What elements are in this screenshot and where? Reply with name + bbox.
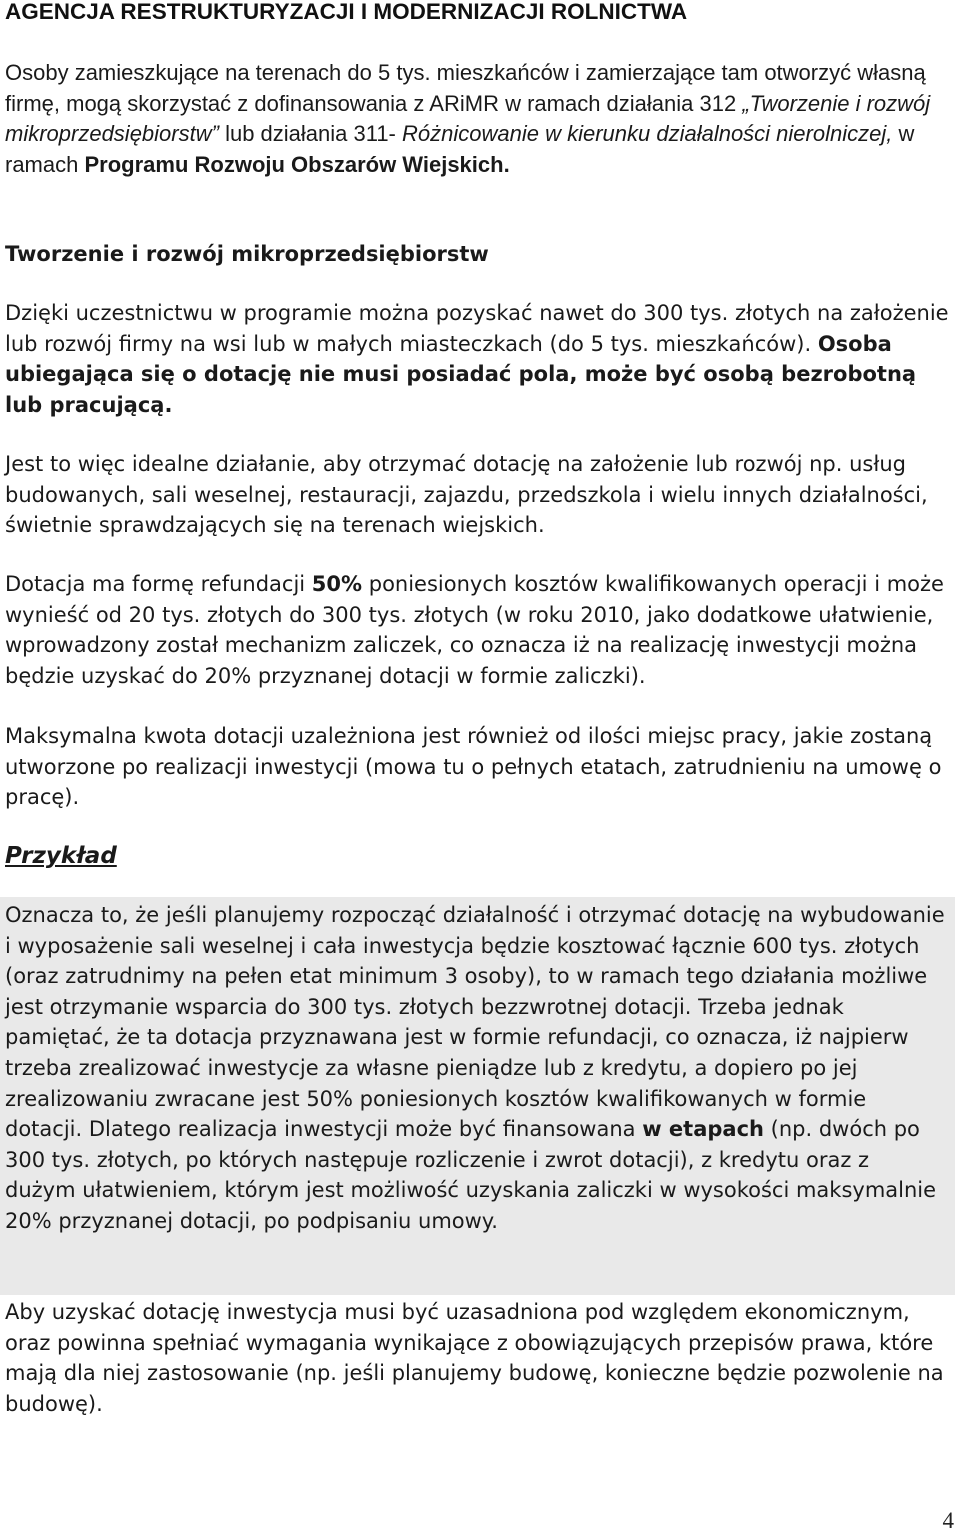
intro-italic-measure-311: Różnicowanie w kierunku działalności nierolniczej,: [402, 121, 893, 146]
intro-text-1: Osoby zamieszkujące na terenach do 5 tys. mieszkańców i zamierzające tam otworzyć własną firmę, mogą skorzystać z dofinansowania z ARiMR w ramach działania 312: [5, 60, 926, 116]
intro-paragraph: [5, 58, 955, 180]
funding-paragraph: [5, 298, 955, 420]
page-number: 4: [942, 1508, 954, 1533]
max-amount-paragraph: Maksymalna kwota dotacji uzależniona jest również od ilości miejsc pracy, jakie zostaną utworzone po realizacji inwestycji (mowa tu o pełnych etatach, zatrudnieniu na umowę o pracę).: [5, 724, 942, 810]
refund-text-1: Dotacja ma formę refundacji: [5, 572, 312, 596]
section-subheading: Tworzenie i rozwój mikroprzedsiębiorstw: [5, 242, 489, 266]
example-title: Przykład: [5, 843, 117, 869]
funding-bold-note: Osoba ubiegająca się o dotację nie musi posiadać pola, może być osobą bezrobotną lub pracującą.: [5, 331, 917, 417]
refund-percentage: 50%: [311, 572, 363, 596]
funding-text: Dzięki uczestnictwu w programie można pozyskać nawet do 300 tys. złotych na założenie lub rozwój firmy na wsi lub w małych miasteczkach (do 5 tys. mieszkańców).: [5, 301, 949, 356]
example-bold-stages: w etapach: [642, 1117, 764, 1142]
example-text-1: Oznacza to, że jeśli planujemy rozpocząć działalność i otrzymać dotację na wybudowanie i wyposażenie sali weselnej i cała inwestycja będzie kosztować łącznie 600 tys. złotych (oraz zatrudnimy na pełen etat minimum 3 osoby), to w ramach tego działania możliwe jest otrzymanie wsparcia do 300 tys. złotych bezzwrotnej dotacji. Trzeba jednak pamiętać, że ta dotacja przyznawana jest w formie refundacji, co oznacza, iż najpierw trzeba zrealizować inwestycje za własne pieniądze lub z kredytu, a dopiero po jej zrealizowaniu zwracane jest 50% poniesionych kosztów kwalifikowanych w formie dotacji. Dlatego realizacja inwestycji może być finansowana: [5, 903, 945, 1142]
intro-program-name: Programu Rozwoju Obszarów Wiejskich.: [84, 151, 510, 177]
refund-text-2: poniesionych kosztów kwalifikowanych operacji i może wynieść od 20 tys. złotych do 300 tys. złotych (w roku 2010, jako dodatkowe ułatwienie, wprowadzony został mechanizm zaliczek, co oznacza iż na realizację inwestycji można będzie uzyskać do 20% przyznanej dotacji w formie zaliczki).: [5, 572, 944, 688]
example-text-2: (np. dwóch po 300 tys. złotych, po których następuje rozliczenie i zwrot dotacji), z kredytu oraz z dużym ułatwieniem, którym jest możliwość uzyskania zaliczki w wysokości maksymalnie 20% przyznanej dotacji, po podpisaniu umowy.: [5, 1117, 937, 1233]
use-cases-paragraph: Jest to więc idealne działanie, aby otrzymać dotację na założenie lub rozwój np. usług budowanych, sali weselnej, restauracji, zajazdu, przedszkola i wielu innych działalności, świetnie sprawdzających się na terenach wiejskich.: [5, 452, 928, 538]
requirements-paragraph: Aby uzyskać dotację inwestycja musi być uzasadniona pod względem ekonomicznym, oraz powinna spełniać wymagania wynikające z obowiązujących przepisów prawa, które mają dla niej zastosowanie (np. jeśli planujemy budowę, konieczne będzie pozwolenie na budowę).: [5, 1300, 944, 1416]
intro-text-3: w ramach: [5, 121, 915, 177]
refund-paragraph: [5, 569, 955, 691]
intro-italic-measure-312: „Tworzenie i rozwój mikroprzedsiębiorstw”: [5, 90, 931, 146]
intro-text-2: lub działania 311-: [218, 121, 402, 146]
example-paragraph: [5, 900, 945, 1237]
document-heading: AGENCJA RESTRUKTURYZACJI I MODERNIZACJI ROLNICTWA: [5, 0, 688, 24]
